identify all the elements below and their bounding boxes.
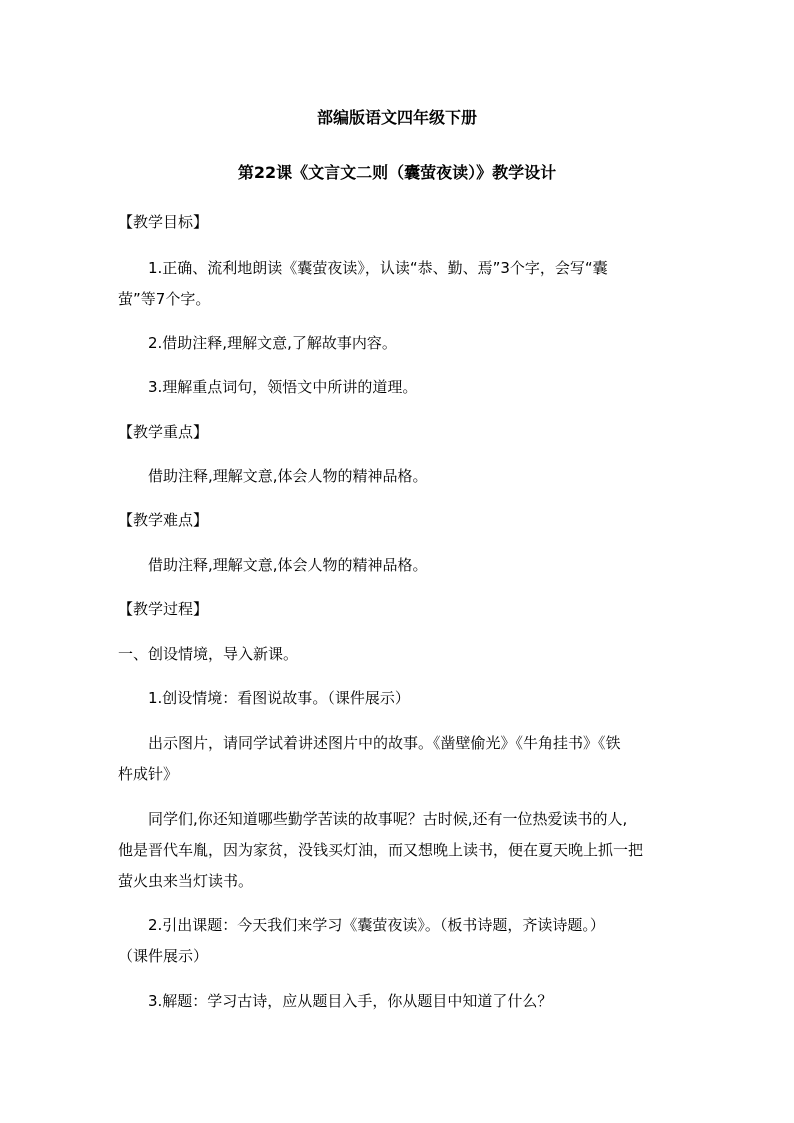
doc-title-lesson: 第22课《文言文二则（囊萤夜读）》教学设计	[237, 163, 557, 182]
goal-2: 2.借助注释,理解文意,了解故事内容。	[148, 334, 397, 352]
process-item-3: 3.解题：学习古诗，应从题目入手，你从题目中知道了什么？	[148, 992, 553, 1010]
section-heading-key: 【教学重点】	[118, 423, 209, 441]
process-para-3-line-2: 他是晋代车胤，因为家贫，没钱买灯油，而又想晚上读书，便在夏天晚上抓一把	[118, 841, 644, 859]
doc-title-grade: 部编版语文四年级下册	[316, 108, 477, 127]
goal-1-line-1: 1.正确、流利地朗读《囊萤夜读》，认读“恭、勤、焉”3个字，会写“囊	[148, 259, 608, 277]
section-heading-process: 【教学过程】	[118, 600, 209, 618]
difficulty-text: 借助注释,理解文意,体会人物的精神品格。	[148, 556, 428, 574]
process-para-3-line-3: 萤火虫来当灯读书。	[118, 872, 254, 890]
section-heading-difficulty: 【教学难点】	[118, 511, 209, 529]
process-step-1: 一、创设情境，导入新课。	[118, 645, 299, 663]
process-para-2-line-2: 杵成针》	[118, 765, 179, 783]
section-heading-goals: 【教学目标】	[118, 213, 209, 231]
process-item-2-line-2: （课件展示）	[118, 947, 209, 965]
process-para-2-line-1: 出示图片，请同学试着讲述图片中的故事。《凿壁偷光》《牛角挂书》《铁	[148, 734, 621, 752]
process-para-3-line-1: 同学们,你还知道哪些勤学苦读的故事呢？古时候,还有一位热爱读书的人,	[148, 810, 628, 828]
process-item-2-line-1: 2.引出课题：今天我们来学习《囊萤夜读》。（板书诗题，齐读诗题。）	[148, 916, 605, 934]
process-item-1: 1.创设情境：看图说故事。（课件展示）	[148, 689, 410, 707]
key-point-text: 借助注释,理解文意,体会人物的精神品格。	[148, 467, 428, 485]
goal-3: 3.理解重点词句，领悟文中所讲的道理。	[148, 378, 418, 396]
goal-1-line-2: 萤”等7个字。	[118, 290, 211, 308]
